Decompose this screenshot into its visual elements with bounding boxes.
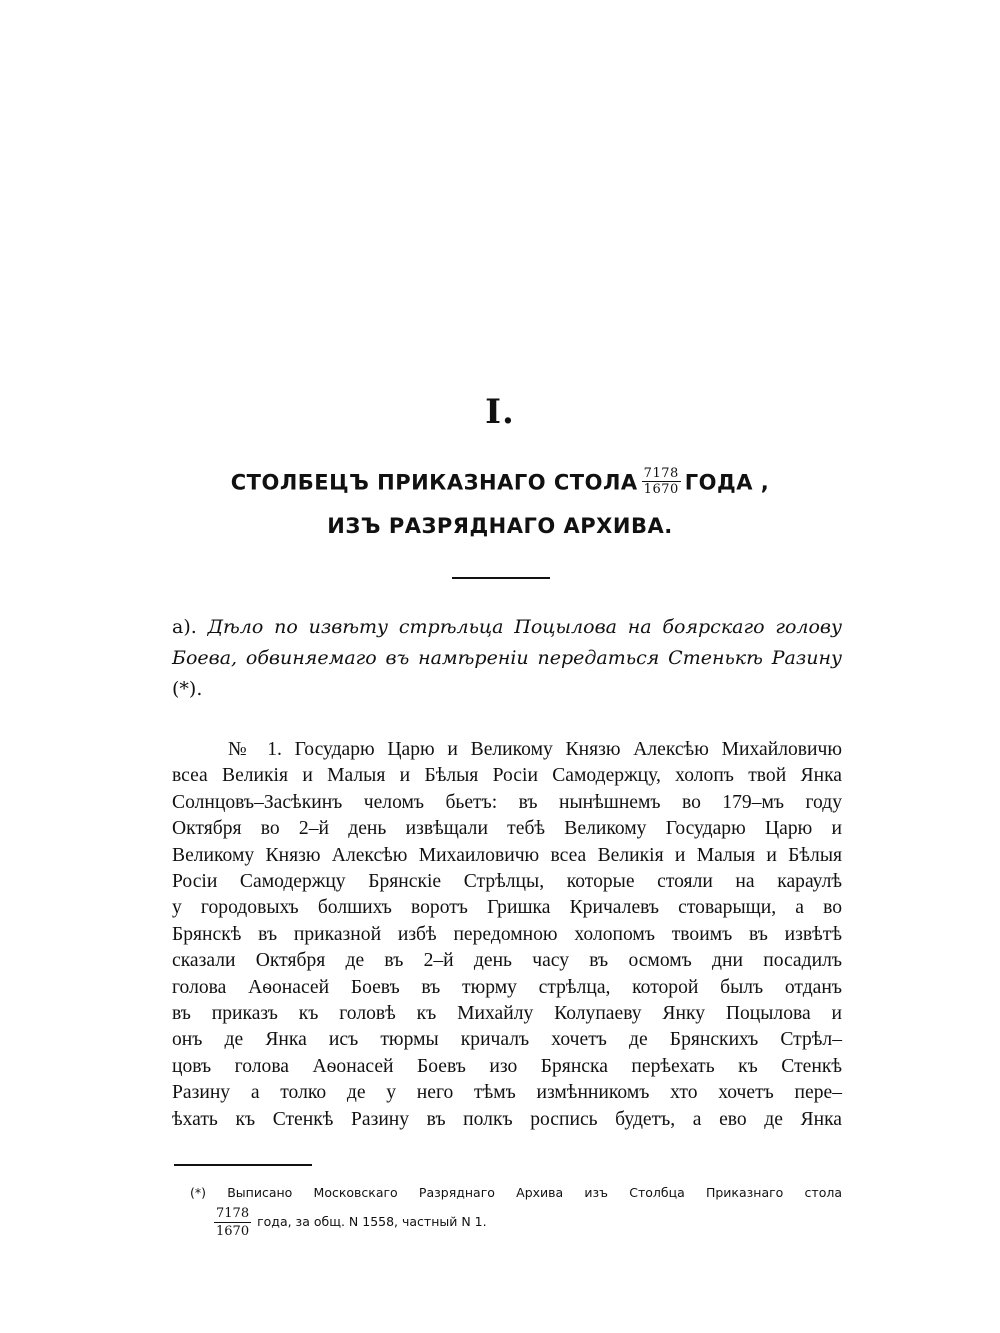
case-marker: а).	[172, 616, 197, 638]
body-line: Разину а толко де у него тѣмъ измѣнникомъ хто хочетъ пере–	[172, 1082, 842, 1104]
footnote-reference: (*).	[172, 678, 203, 700]
body-line: сказали Октября де въ 2–й день часу въ осмомъ дни посадилъ	[172, 950, 842, 972]
title-text-before-year: СТОЛБЕЦЪ ПРИКАЗНАГО СТОЛА	[230, 470, 638, 495]
body-line: ѣхать къ Стенкѣ Разину въ полкъ роспись будетъ, а ево де Янка	[172, 1108, 842, 1130]
body-line: въ приказъ къ головѣ къ Михайлу Колупаеву Янку Поцылова и	[172, 1003, 842, 1025]
body-line: Брянскѣ въ приказной избѣ передомною холопомъ твоимъ въ извѣтѣ	[172, 923, 842, 945]
section-numeral: I.	[485, 392, 515, 432]
body-line: № 1. Государю Царю и Великому Князю Алексѣю Михайловичю	[228, 739, 842, 760]
footnote-year-fraction	[214, 1205, 251, 1240]
page-title	[0, 468, 1000, 499]
body-line: Росіи Самодержцу Брянскіе Стрѣлцы, которые стояли на караулѣ	[172, 871, 842, 893]
body-line: цовъ голова Аѳонасей Боевъ изо Брянска перѣехать къ Стенкѣ	[172, 1055, 842, 1077]
footnote-line-2-text: года, за общ. N 1558, частный N 1.	[257, 1214, 487, 1229]
body-line: всеа Великія и Малыя и Бѣлыя Росіи Самодержцу, холопъ твой Янка	[172, 765, 842, 787]
footnote-year-top: 7178	[216, 1206, 250, 1221]
body-line: голова Аѳонасей Боевъ въ тюрму стрѣлца, которой былъ отданъ	[172, 976, 842, 998]
case-summary-text: Дѣло по извѣту стрѣльца Поцылова на боярскаго голову Боева, обвиняемаго въ намѣреніи передаться Стенькѣ Разину	[172, 616, 842, 669]
footnote-divider	[174, 1164, 312, 1166]
footnote	[190, 1183, 842, 1240]
body-line: онъ де Янка исъ тюрмы кричалъ хочетъ де Брянскихъ Стрѣл–	[172, 1029, 842, 1051]
footnote-line-1: (*) Выписано Московскаго Разряднаго Архива изъ Столбца Приказнаго стола	[190, 1185, 842, 1200]
page-subtitle: ИЗЪ РАЗРЯДНАГО АРХИВА.	[327, 514, 673, 538]
body-line: Великому Князю Алексѣю Михаиловичю всеа Великія и Малыя и Бѣлыя	[172, 844, 842, 866]
footnote-year-bottom: 1670	[216, 1224, 250, 1239]
title-text-after-year: ГОДА ,	[684, 470, 770, 495]
document-body	[172, 737, 842, 1133]
title-year-bottom: 1670	[643, 482, 679, 497]
body-line: у городовыхъ болшихъ воротъ Гришка Кричалевъ стоварыщи, а во	[172, 897, 842, 919]
title-year-top: 7178	[643, 466, 679, 481]
body-line: Октября во 2–й день извѣщали тебѣ Великому Государю Царю и	[172, 818, 842, 840]
case-summary	[172, 612, 842, 705]
footnote-line-2	[190, 1205, 842, 1240]
body-line: Солнцовъ–Засѣкинъ челомъ бьетъ: въ нынѣшнемъ во 179–мъ году	[172, 791, 842, 813]
title-divider	[452, 577, 550, 579]
title-year-fraction	[642, 466, 681, 497]
